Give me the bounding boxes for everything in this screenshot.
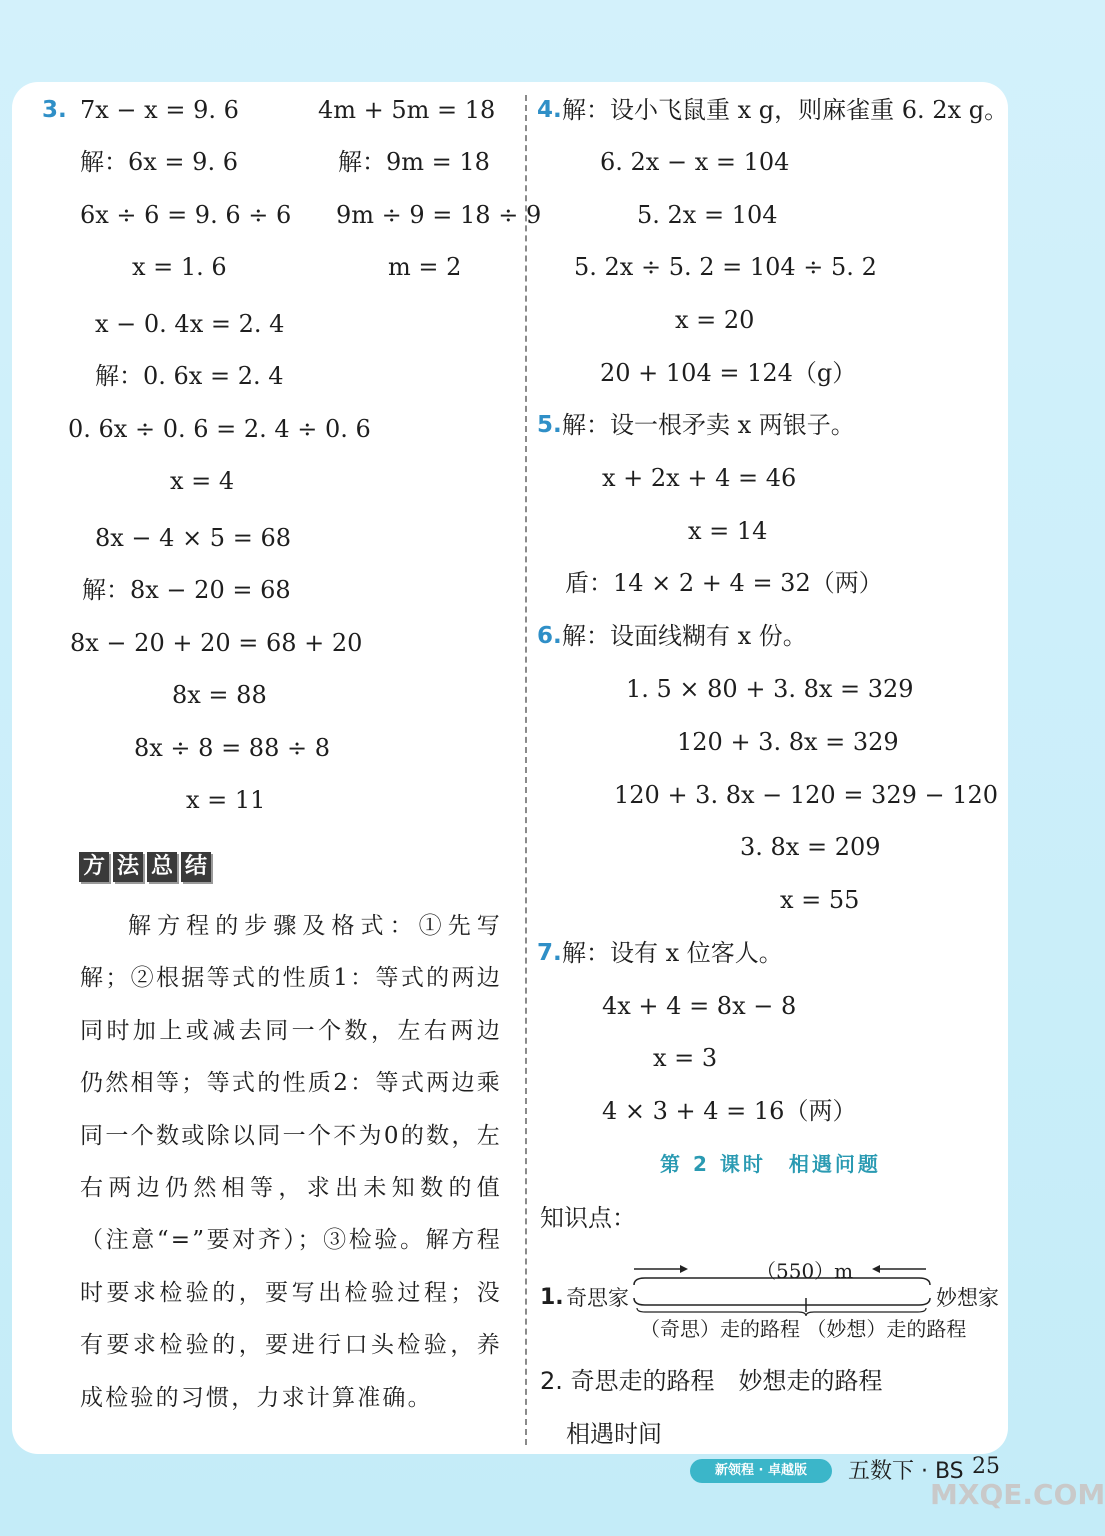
equation-line: 解：6x = 9. 6 bbox=[80, 148, 238, 176]
equation-line: x = 55 bbox=[780, 886, 860, 914]
equation-line: 8x − 4 × 5 = 68 bbox=[95, 524, 291, 552]
equation-line: x = 3 bbox=[653, 1044, 718, 1072]
watermark: MXQE.COM bbox=[930, 1478, 1105, 1511]
knowledge-item-3: 相遇时间 bbox=[566, 1420, 662, 1448]
lesson-title: 第 2 课时 相遇问题 bbox=[660, 1152, 881, 1176]
equation-line: m = 2 bbox=[388, 253, 462, 281]
equation-line: 4x + 4 = 8x − 8 bbox=[602, 992, 797, 1020]
equation-line: 7x − x = 9. 6 bbox=[80, 96, 239, 124]
equation-line: 4m + 5m = 18 bbox=[318, 96, 496, 124]
equation-line: 解：8x − 20 = 68 bbox=[82, 576, 291, 604]
solution-line: 解：设面线糊有 x 份。 bbox=[562, 622, 807, 650]
equation-line: 4 × 3 + 4 = 16（两） bbox=[602, 1097, 857, 1125]
knowledge-item-2: 2. 奇思走的路程 妙想走的路程 bbox=[540, 1367, 883, 1395]
equation-line: 8x − 20 + 20 = 68 + 20 bbox=[70, 629, 363, 657]
summary-badge-char: 结 bbox=[181, 852, 211, 882]
equation-line: x − 0. 4x = 2. 4 bbox=[95, 310, 285, 338]
equation-line: 1. 5 × 80 + 3. 8x = 329 bbox=[626, 675, 914, 703]
equation-line: x = 11 bbox=[186, 786, 266, 814]
method-summary-text: 解方程的步骤及格式：①先写解；②根据等式的性质1：等式的两边同时加上或减去同一个数，左右两边仍然相等；等式的性质2：等式两边乘同一个数或除以同一个不为0的数，左右两边仍然相等，求出未知数的值（注意“=”要对齐）；③检验。解方程时要求检验的，要写出检验过程；没有要求检验的，要进行口头检验，养成检验的习惯，力求计算准确。 bbox=[80, 913, 502, 1411]
equation-line: 120 + 3. 8x − 120 = 329 − 120 bbox=[614, 781, 999, 809]
equation-line: 盾：14 × 2 + 4 = 32（两） bbox=[565, 569, 883, 597]
equation-line: 8x ÷ 8 = 88 ÷ 8 bbox=[134, 734, 330, 762]
solution-line: 解：设一根矛卖 x 两银子。 bbox=[562, 411, 855, 439]
equation-line: 120 + 3. 8x = 329 bbox=[677, 728, 899, 756]
equation-line: 6x ÷ 6 = 9. 6 ÷ 6 bbox=[80, 201, 292, 229]
equation-line: x = 20 bbox=[675, 306, 755, 334]
knowledge-number-1: 1. bbox=[540, 1285, 564, 1310]
start-point-label: 奇思家 bbox=[566, 1286, 629, 1310]
equation-line: 解：0. 6x = 2. 4 bbox=[95, 362, 284, 390]
summary-badge-char: 方 bbox=[79, 852, 109, 882]
question-number-6: 6. bbox=[537, 623, 562, 649]
equation-line: 9m ÷ 9 = 18 ÷ 9 bbox=[336, 201, 542, 229]
page-number: 25 bbox=[972, 1454, 1000, 1479]
equation-line: x = 1. 6 bbox=[132, 253, 227, 281]
equation-line: 5. 2x ÷ 5. 2 = 104 ÷ 5. 2 bbox=[574, 253, 877, 281]
question-number-7: 7. bbox=[537, 940, 562, 966]
end-point-label: 妙想家 bbox=[936, 1286, 999, 1310]
distance-label: （550）m bbox=[756, 1259, 854, 1283]
equation-line: 0. 6x ÷ 0. 6 = 2. 4 ÷ 0. 6 bbox=[68, 415, 371, 443]
equation-line: x + 2x + 4 = 46 bbox=[602, 464, 797, 492]
series-badge: 新领程 · 卓越版 bbox=[690, 1459, 832, 1483]
equation-line: x = 4 bbox=[170, 467, 235, 495]
question-number-4: 4. bbox=[537, 97, 562, 123]
solution-line: 解：设有 x 位客人。 bbox=[562, 939, 783, 967]
book-label: 五数下 · BS bbox=[848, 1459, 964, 1484]
equation-line: 6. 2x − x = 104 bbox=[600, 148, 790, 176]
equation-line: 3. 8x = 209 bbox=[740, 833, 881, 861]
equation-line: 解：9m = 18 bbox=[338, 148, 490, 176]
equation-line: x = 14 bbox=[688, 517, 768, 545]
equation-line: 8x = 88 bbox=[172, 681, 267, 709]
summary-badge-char: 法 bbox=[113, 852, 143, 882]
question-number-5: 5. bbox=[537, 412, 562, 438]
summary-badge-char: 总 bbox=[147, 852, 177, 882]
knowledge-heading: 知识点： bbox=[540, 1204, 636, 1232]
equation-line: 5. 2x = 104 bbox=[637, 201, 778, 229]
equation-line: 20 + 104 = 124（g） bbox=[600, 359, 857, 387]
solution-line: 解：设小飞鼠重 x g，则麻雀重 6. 2x g。 bbox=[562, 96, 1009, 124]
path-labels: （奇思）走的路程 （妙想）走的路程 bbox=[640, 1317, 967, 1341]
question-number-3: 3. bbox=[42, 97, 67, 123]
